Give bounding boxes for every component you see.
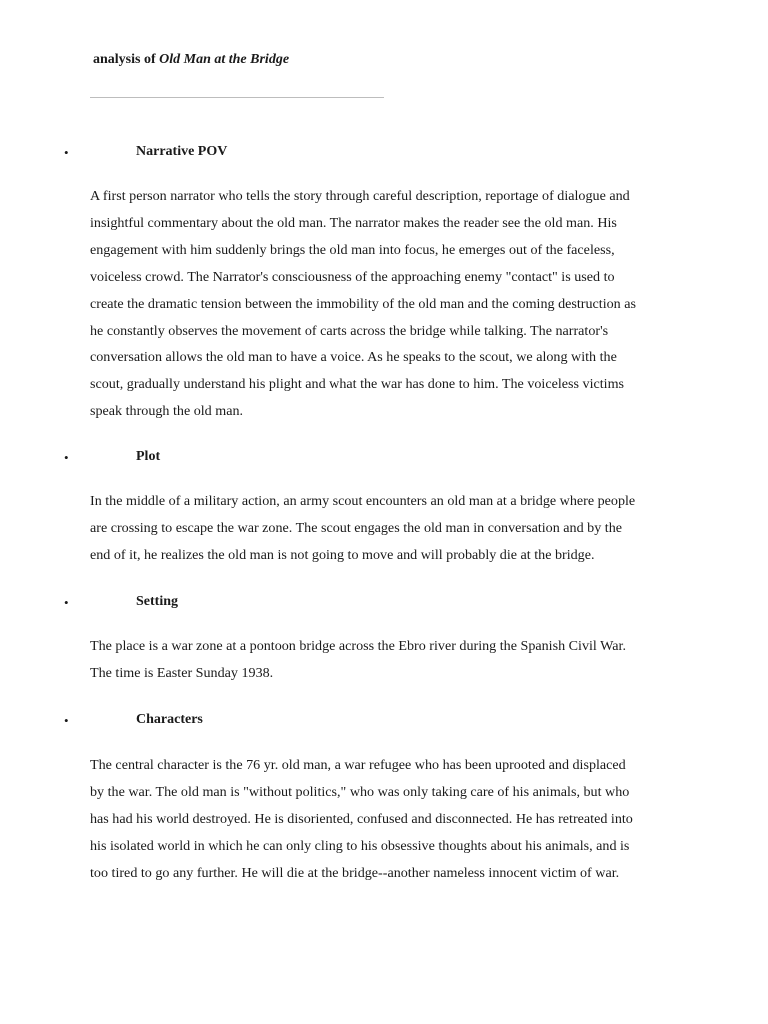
paragraph-line: end of it, he realizes the old man is not going to move and will probably die at the bridge. (90, 546, 595, 563)
paragraph-line: he constantly observes the movement of carts across the bridge while talking. The narrator's (90, 322, 609, 339)
bullet-icon: • (64, 145, 69, 160)
paragraph-line: create the dramatic tension between the immobility of the old man and the coming destruction as (90, 295, 636, 312)
paragraph-line: engagement with him suddenly brings the old man into focus, he emerges out of the faceless, (90, 241, 615, 258)
paragraph-line: speak through the old man. (90, 403, 244, 420)
paragraph-line: scout, gradually understand his plight and what the war has done to him. The voiceless victims (90, 376, 625, 393)
section-paragraph (90, 752, 680, 887)
bullet-icon: • (64, 450, 69, 465)
section-paragraph (90, 488, 680, 569)
section-heading: Setting (136, 594, 178, 609)
section-heading: Plot (136, 449, 161, 464)
title-divider (90, 97, 384, 98)
paragraph-line: are crossing to escape the war zone. The scout engages the old man in conversation and by the (90, 519, 622, 536)
bullet-icon: • (64, 595, 69, 610)
paragraph-line: insightful commentary about the old man. The narrator makes the reader see the old man. His (90, 214, 617, 231)
paragraph-line: too tired to go any further. He will die at the bridge--another nameless innocent victim of war. (90, 864, 620, 881)
title-prefix: analysis of (93, 52, 160, 67)
paragraph-line: The place is a war zone at a pontoon bridge across the Ebro river during the Spanish Civil War. (90, 638, 626, 654)
paragraph-line: his isolated world in which he can only cling to his obsessive thoughts about his animals, and is (90, 837, 630, 854)
paragraph-line: has had his world destroyed. He is disoriented, confused and disconnected. He has retreated into (90, 810, 633, 827)
document-title (93, 52, 289, 68)
title-work-name: Old Man at the Bridge (159, 52, 290, 67)
section-heading: Characters (136, 712, 203, 727)
section-paragraph (90, 633, 680, 687)
bullet-icon: • (64, 713, 69, 728)
paragraph-line: In the middle of a military action, an army scout encounters an old man at a bridge where people (90, 493, 636, 509)
paragraph-line: by the war. The old man is "without politics," who was only taking care of his animals, but who (90, 783, 630, 800)
paragraph-line: voiceless crowd. The Narrator's consciousness of the approaching enemy "contact" is used to (90, 268, 615, 285)
paragraph-line: The time is Easter Sunday 1938. (90, 664, 274, 681)
section-paragraph (90, 183, 680, 425)
section-heading: Narrative POV (136, 144, 228, 159)
paragraph-line: conversation allows the old man to have a voice. As he speaks to the scout, we along with the (90, 349, 617, 366)
paragraph-line: The central character is the 76 yr. old man, a war refugee who has been uprooted and displaced (90, 757, 626, 773)
paragraph-line: A first person narrator who tells the story through careful description, reportage of dialogue and (90, 188, 630, 204)
